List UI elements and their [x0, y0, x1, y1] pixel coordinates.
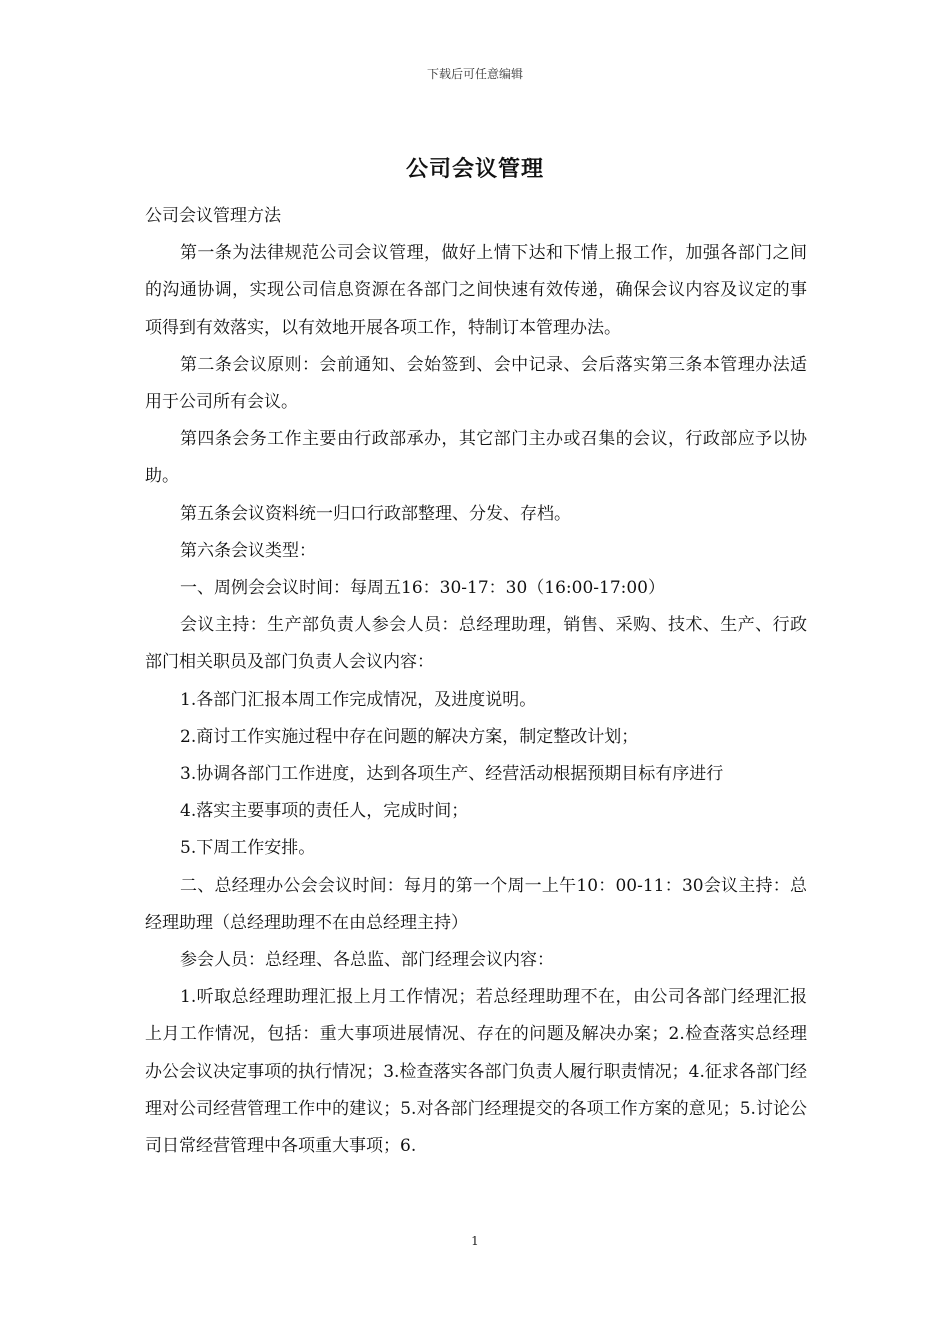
list-item-weekly-2: 2.商讨工作实施过程中存在问题的解决方案，制定整改计划； — [180, 726, 639, 747]
document-title: 公司会议管理 — [405, 157, 544, 182]
list-item-weekly-3: 3.协调各部门工作进度，达到各项生产、经营活动根据预期目标有序进行 — [180, 764, 724, 785]
paragraph-article-4: 第四条会务工作主要由行政部承办，其它部门主办或召集的会议，行政部应予以协助。 — [145, 429, 807, 487]
paragraph-article-6: 第六条会议类型： — [180, 540, 316, 561]
list-item-weekly-5: 5.下周工作安排。 — [180, 838, 316, 859]
paragraph-gm-meeting-attendees: 参会人员：总经理、各总监、部门经理会议内容： — [180, 950, 554, 971]
paragraph-gm-meeting-content: 1.听取总经理助理汇报上月工作情况；若总经理助理不在，由公司各部门经理汇报上月工作情况，包括：重大事项进展情况、存在的问题及解决办案；2.检查落实总经理办公会议决定事项的执行情况；3.检查落实各部门负责人履行职责情况；4.征求各部门经理对公司经营管理工作中的建议；5.对各部门经理提交的各项工作方案的意见；5.讨论公司日常经营管理中各项重大事项；6. — [145, 987, 807, 1157]
list-item-weekly-4: 4.落实主要事项的责任人，完成时间； — [180, 801, 469, 822]
document-body — [145, 198, 807, 1165]
page-header-note: 下载后可任意编辑 — [426, 67, 523, 81]
page-number: 1 — [471, 1234, 479, 1248]
paragraph-weekly-meeting-host: 会议主持：生产部负责人参会人员：总经理助理，销售、采购、技术、生产、行政部门相关职员及部门负责人会议内容： — [145, 615, 807, 673]
paragraph-article-2-3: 第二条会议原则：会前通知、会始签到、会中记录、会后落实第三条本管理办法适用于公司所有会议。 — [145, 354, 807, 413]
paragraph-article-1: 第一条为法律规范公司会议管理，做好上情下达和下情上报工作，加强各部门之间的沟通协调，实现公司信息资源在各部门之间快速有效传递，确保会议内容及议定的事项得到有效落实，以有效地开展各项工作，特制订本管理办法。 — [145, 243, 807, 338]
list-item-weekly-1: 1.各部门汇报本周工作完成情况，及进度说明。 — [180, 689, 537, 710]
paragraph-article-5: 第五条会议资料统一归口行政部整理、分发、存档。 — [180, 503, 571, 524]
document-subtitle: 公司会议管理方法 — [145, 206, 281, 226]
paragraph-gm-meeting-time: 二、总经理办公会会议时间：每月的第一个周一上午10：00-11：30会议主持：总经理助理（总经理助理不在由总经理主持） — [145, 875, 807, 933]
paragraph-weekly-meeting-time: 一、周例会会议时间：每周五16：30-17：30（16:00-17:00） — [180, 578, 665, 599]
